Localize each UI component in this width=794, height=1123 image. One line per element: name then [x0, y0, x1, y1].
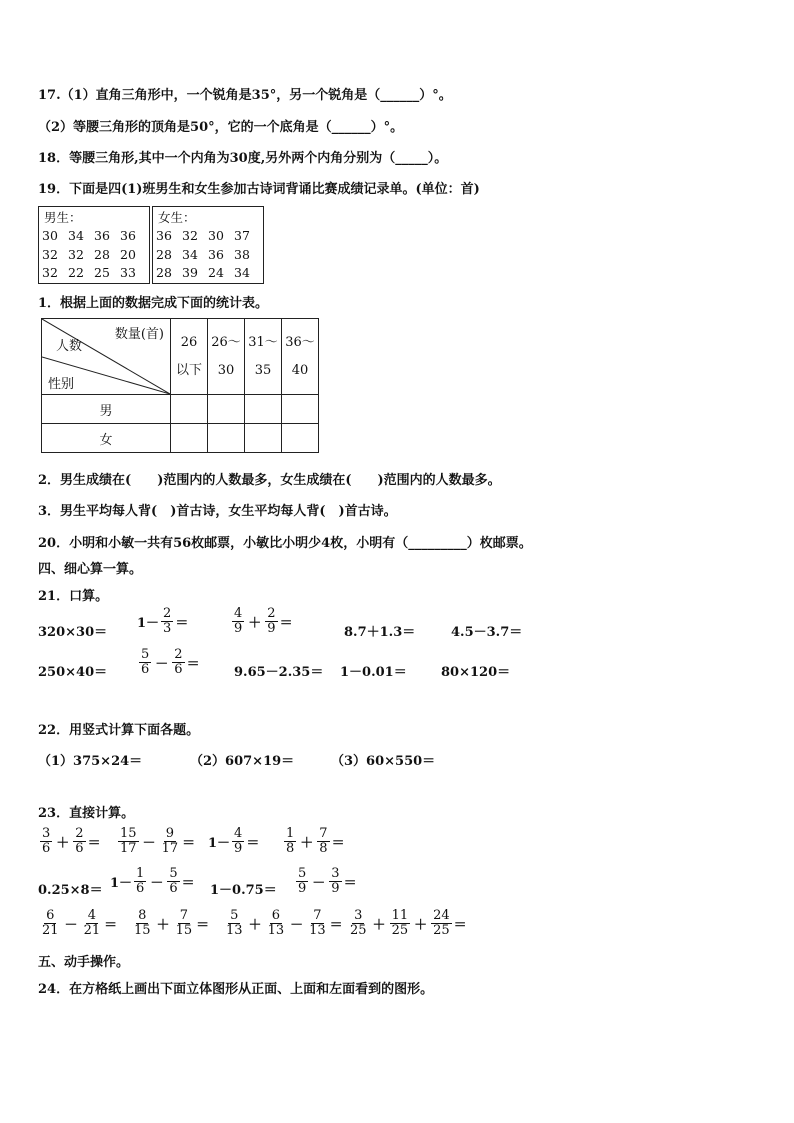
range-3: 31～ 35: [245, 319, 282, 395]
answer-cell[interactable]: [245, 395, 282, 424]
score-value: 37: [234, 228, 250, 243]
q21-a: 320×30＝: [38, 625, 108, 640]
q17-part2: （2）等腰三角形的顶角是50°，它的一个底角是（______）°。: [38, 120, 404, 135]
q22-p3: （3）60×550＝: [331, 754, 436, 769]
q23-r2-b: 1－ $\frac{1}{6}$ － $\frac{5}{6}$ ＝: [110, 866, 195, 896]
score-value: 20: [120, 246, 136, 262]
diag-gender: 性别: [48, 377, 75, 392]
row-boys-label: 男: [42, 395, 171, 424]
score-value: 32: [42, 246, 58, 262]
score-value: 25: [94, 265, 110, 280]
q23-r3-c: $\frac{5}{13}$ ＋ $\frac{6}{13}$ － $\frac{7}{13}$ ＝: [226, 908, 343, 938]
score-value: 28: [156, 265, 172, 280]
q21-i: 1－0.01＝: [340, 665, 407, 680]
score-value: 36: [208, 246, 224, 262]
q20: 20．小明和小敏一共有56枚邮票，小敏比小明少4枚，小明有（_________）枚邮票。: [38, 536, 532, 551]
score-value: 32: [42, 265, 58, 280]
q21-g: $\frac{5}{6}$ － $\frac{2}{6}$ ＝: [141, 647, 200, 677]
answer-cell[interactable]: [282, 395, 319, 424]
q21-d: 8.7＋1.3＝: [344, 625, 416, 640]
q21-title: 21．口算。: [38, 589, 109, 604]
q23-r2-a: 0.25×8＝: [38, 883, 103, 898]
score-value: 36: [120, 228, 136, 243]
score-value: 38: [234, 246, 250, 262]
q21-b: 1－ $\frac{2}{3}$ ＝: [137, 606, 189, 636]
answer-cell[interactable]: [208, 424, 245, 453]
score-value: 34: [68, 228, 84, 243]
answer-cell[interactable]: [208, 395, 245, 424]
score-value: 39: [182, 265, 198, 280]
score-value: 32: [68, 246, 84, 262]
answer-cell[interactable]: [171, 424, 208, 453]
q22-title: 22．用竖式计算下面各题。: [38, 723, 200, 738]
q22-p2: （2）607×19＝: [190, 754, 295, 769]
diag-quantity: 数量(首): [114, 327, 164, 342]
score-value: 36: [156, 228, 172, 243]
girls-grid: [156, 227, 260, 283]
diagonal-header: [42, 319, 171, 395]
score-record: [38, 206, 264, 284]
q21-j: 80×120＝: [441, 665, 511, 680]
answer-cell[interactable]: [171, 395, 208, 424]
score-value: 28: [156, 246, 172, 262]
score-value: 34: [234, 265, 250, 280]
score-value: 36: [94, 228, 110, 243]
q23-r3-b: $\frac{8}{15}$ ＋ $\frac{7}{15}$ ＝: [134, 908, 210, 938]
q22-p1: （1）375×24＝: [38, 754, 143, 769]
diag-people: 人数: [56, 339, 83, 354]
q23-r2-d: $\frac{5}{9}$ － $\frac{3}{9}$ ＝: [298, 866, 357, 896]
q19-sub2: 2．男生成绩在( )范围内的人数最多，女生成绩在( )范围内的人数最多。: [38, 473, 501, 488]
q23-r2-c: 1－0.75＝: [210, 883, 277, 898]
answer-cell[interactable]: [282, 424, 319, 453]
q21-c: $\frac{4}{9}$ ＋ $\frac{2}{9}$ ＝: [234, 606, 293, 636]
q23-r1-b: $\frac{15}{17}$ － $\frac{9}{17}$ ＝: [120, 826, 196, 856]
girls-scores: [153, 207, 264, 284]
score-value: 33: [120, 265, 136, 280]
score-value: 22: [68, 265, 84, 280]
score-value: 24: [208, 265, 224, 280]
q23-r1-c: 1－ $\frac{4}{9}$ ＝: [208, 826, 260, 856]
row-girls-label: 女: [42, 424, 171, 453]
range-1: 26 以下: [171, 319, 208, 395]
q19-sub1: 1．根据上面的数据完成下面的统计表。: [38, 296, 269, 311]
boys-label: 男生：: [44, 210, 82, 225]
score-value: 30: [42, 228, 58, 243]
answer-cell[interactable]: [245, 424, 282, 453]
q24: 24．在方格纸上画出下面立体图形从正面、上面和左面看到的图形。: [38, 982, 434, 997]
boys-scores: [39, 207, 150, 284]
q23-title: 23．直接计算。: [38, 806, 135, 821]
girls-label: 女生：: [158, 210, 196, 225]
q17-part1: 17.（1）直角三角形中，一个锐角是35°，另一个锐角是（______）°。: [38, 88, 452, 103]
q21-h: 9.65－2.35＝: [234, 665, 324, 680]
stat-table: [41, 318, 319, 453]
range-2: 26～ 30: [208, 319, 245, 395]
q19-title: 19．下面是四(1)班男生和女生参加古诗词背诵比赛成绩记录单。(单位：首): [38, 182, 480, 197]
score-value: 30: [208, 228, 224, 243]
q19-sub3: 3．男生平均每人背( )首古诗，女生平均每人背( )首古诗。: [38, 504, 397, 519]
q21-e: 4.5－3.7＝: [451, 625, 523, 640]
q23-r3-d: $\frac{3}{25}$ ＋ $\frac{11}{25}$ ＋ $\frac{24}{25}$ ＝: [350, 908, 467, 938]
range-4: 36～ 40: [282, 319, 319, 395]
section-5-heading: 五、动手操作。: [38, 955, 130, 970]
q23-r3-a: $\frac{6}{21}$ － $\frac{4}{21}$ ＝: [42, 908, 118, 938]
score-value: 34: [182, 246, 198, 262]
q18: 18．等腰三角形,其中一个内角为30度,另外两个内角分别为（_____）。: [38, 151, 448, 166]
boys-grid: [42, 227, 146, 283]
q23-r1-a: $\frac{3}{6}$ ＋ $\frac{2}{6}$ ＝: [42, 826, 101, 856]
q23-r1-d: $\frac{1}{8}$ ＋ $\frac{7}{8}$ ＝: [286, 826, 345, 856]
q21-f: 250×40＝: [38, 665, 108, 680]
section-4-heading: 四、细心算一算。: [38, 562, 143, 577]
score-value: 32: [182, 228, 198, 243]
score-value: 28: [94, 246, 110, 262]
